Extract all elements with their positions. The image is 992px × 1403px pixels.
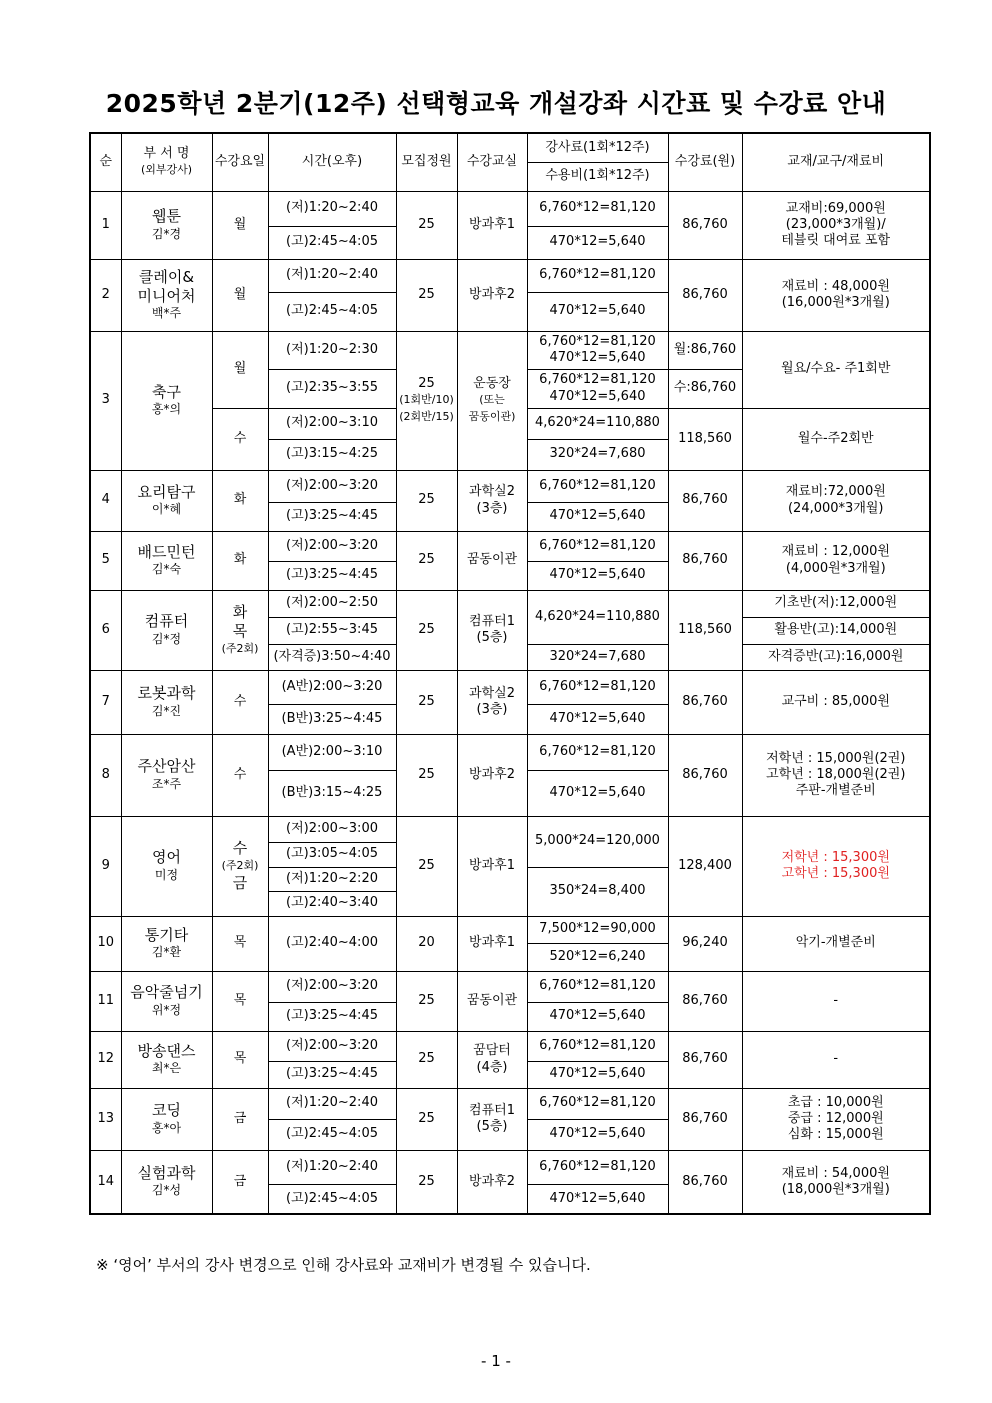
day-cell: 월 [212, 191, 268, 259]
materials-cell: 재료비 : 48,000원 (16,000원*3개월) [742, 259, 930, 331]
day-cell: 목 [212, 971, 268, 1031]
row-no: 2 [90, 259, 121, 331]
time-cell: (저)1:20~2:40 [268, 1088, 396, 1119]
room-cell: 컴퓨터1 (5층) [457, 590, 527, 670]
time-cell: (고)3:15~4:25 [268, 439, 396, 470]
total-cell: 96,240 [668, 916, 742, 971]
fee1-cell: 6,760*12=81,120 [527, 670, 668, 704]
fee1-cell: 6,760*12=81,120 [527, 470, 668, 502]
fee-cell: 6,760*12=81,120 470*12=5,640 [527, 369, 668, 408]
capacity-cell: 25 [396, 734, 457, 816]
fee1-cell: 6,760*12=81,120 [527, 1150, 668, 1184]
time-cell: (A반)2:00~3:20 [268, 670, 396, 704]
capacity-cell: 25 [396, 1031, 457, 1088]
time-cell: (고)3:05~4:05 [268, 842, 396, 867]
fee1-cell: 7,500*12=90,000 [527, 916, 668, 943]
table-row [90, 331, 930, 369]
materials-cell: 월수-주2회반 [742, 408, 930, 470]
total-cell: 118,560 [668, 408, 742, 470]
room-cell: 방과후1 [457, 191, 527, 259]
day-cell: 수 [212, 670, 268, 734]
total-cell: 86,760 [668, 1031, 742, 1088]
fee2-cell: 470*12=5,640 [527, 561, 668, 590]
time-cell: (저)2:00~3:20 [268, 470, 396, 502]
total-cell: 128,400 [668, 816, 742, 916]
row-no: 10 [90, 916, 121, 971]
dept-cell: 클레이& 미니어처 백*주 [121, 259, 212, 331]
dept-cell: 코딩 홍*아 [121, 1088, 212, 1150]
row-no: 4 [90, 470, 121, 531]
row-no: 1 [90, 191, 121, 259]
room-cell: 과학실2 (3층) [457, 670, 527, 734]
day-cell: 목 [212, 916, 268, 971]
time-cell: (고)2:55~3:45 [268, 617, 396, 644]
time-cell: (자격증)3:50~4:40 [268, 644, 396, 670]
fee2-cell: 470*12=5,640 [527, 1184, 668, 1214]
room-cell: 컴퓨터1 (5층) [457, 1088, 527, 1150]
time-cell: (고)3:25~4:45 [268, 1061, 396, 1088]
fee2-cell: 320*24=7,680 [527, 644, 668, 670]
capacity-cell: 25 [396, 259, 457, 331]
header-total-fee: 수강료(원) [668, 133, 742, 191]
table-row [90, 816, 930, 842]
room-cell: 방과후2 [457, 259, 527, 331]
header-time: 시간(오후) [268, 133, 396, 191]
capacity-cell: 25 [396, 816, 457, 916]
fee2-cell: 470*12=5,640 [527, 704, 668, 734]
day-cell: 수 [212, 408, 268, 470]
room-cell: 운동장 (또는 꿈동이관) [457, 331, 527, 470]
page-title: 2025학년 2분기(12주) 선택형교육 개설강좌 시간표 및 수강료 안내 [105, 89, 887, 118]
fee2-cell: 470*12=5,640 [527, 770, 668, 816]
day-cell: 금 [212, 1088, 268, 1150]
materials-cell: 저학년 : 15,300원 고학년 : 15,300원 [742, 816, 930, 916]
dept-cell: 배드민턴 김*숙 [121, 531, 212, 590]
room-cell: 꿈담터 (4층) [457, 1031, 527, 1088]
table-row [90, 670, 930, 704]
day-cell: 월 [212, 331, 268, 408]
dept-cell: 영어 미정 [121, 816, 212, 916]
capacity-cell: 20 [396, 916, 457, 971]
time-cell: (고)2:45~4:05 [268, 292, 396, 331]
time-cell: (고)3:25~4:45 [268, 561, 396, 590]
time-cell: (고)2:45~4:05 [268, 1119, 396, 1150]
row-no: 3 [90, 331, 121, 470]
total-cell: 86,760 [668, 1150, 742, 1214]
day-cell: 화 [212, 470, 268, 531]
materials-cell: 자격증반(고):16,000원 [742, 644, 930, 670]
time-cell: (고)2:45~4:05 [268, 226, 396, 259]
capacity-cell: 25 [396, 1088, 457, 1150]
fee1-cell: 6,760*12=81,120 [527, 191, 668, 226]
time-cell: (저)2:00~3:20 [268, 531, 396, 561]
materials-cell: 재료비 : 12,000원 (4,000원*3개월) [742, 531, 930, 590]
dept-cell: 방송댄스 최*은 [121, 1031, 212, 1088]
fee1-cell: 6,760*12=81,120 [527, 1031, 668, 1061]
table-row [90, 191, 930, 226]
time-cell: (저)2:00~3:00 [268, 816, 396, 842]
row-no: 12 [90, 1031, 121, 1088]
fee1-cell: 6,760*12=81,120 [527, 971, 668, 1002]
header-no: 순 [90, 133, 121, 191]
materials-cell: 악기-개별준비 [742, 916, 930, 971]
header-materials: 교재/교구/재료비 [742, 133, 930, 191]
table-row [90, 590, 930, 617]
fee2-cell: 350*24=8,400 [527, 867, 668, 916]
table-row [90, 531, 930, 561]
table-row [90, 470, 930, 502]
materials-cell: 재료비:72,000원 (24,000*3개월) [742, 470, 930, 531]
materials-cell: 교재비:69,000원 (23,000*3개월)/ 테블릿 대여료 포함 [742, 191, 930, 259]
room-cell: 과학실2 (3층) [457, 470, 527, 531]
total-cell: 86,760 [668, 259, 742, 331]
row-no: 7 [90, 670, 121, 734]
time-cell: (저)1:20~2:20 [268, 867, 396, 891]
table-row [90, 259, 930, 292]
table-row [90, 916, 930, 943]
table-row [90, 1150, 930, 1184]
header-dept: 부 서 명 (외부강사) [121, 133, 212, 191]
materials-cell: - [742, 971, 930, 1031]
day-cell: 수 (주2회) 금 [212, 816, 268, 916]
materials-cell: 활용반(고):14,000원 [742, 617, 930, 644]
header-supply-fee: 수용비(1회*12주) [527, 162, 668, 191]
room-cell: 방과후1 [457, 916, 527, 971]
total-cell: 86,760 [668, 470, 742, 531]
fee2-cell: 470*12=5,640 [527, 226, 668, 259]
fee1-cell: 6,760*12=81,120 [527, 259, 668, 292]
materials-cell: 재료비 : 54,000원 (18,000원*3개월) [742, 1150, 930, 1214]
fee2-cell: 320*24=7,680 [527, 439, 668, 470]
capacity-cell: 25 [396, 470, 457, 531]
time-cell: (저)2:00~2:50 [268, 590, 396, 617]
day-cell: 화 [212, 531, 268, 590]
header-room: 수강교실 [457, 133, 527, 191]
total-cell: 118,560 [668, 590, 742, 670]
row-no: 14 [90, 1150, 121, 1214]
total-cell: 86,760 [668, 734, 742, 816]
fee1-cell: 6,760*12=81,120 [527, 734, 668, 770]
row-no: 13 [90, 1088, 121, 1150]
time-cell: (저)1:20~2:40 [268, 1150, 396, 1184]
materials-cell: 초급 : 10,000원 중급 : 12,000원 심화 : 15,000원 [742, 1088, 930, 1150]
capacity-cell: 25 [396, 971, 457, 1031]
total-cell: 86,760 [668, 971, 742, 1031]
materials-cell: 월요/수요- 주1회반 [742, 331, 930, 408]
dept-cell: 축구 홍*의 [121, 331, 212, 470]
time-cell: (고)2:40~3:40 [268, 891, 396, 916]
day-cell: 목 [212, 1031, 268, 1088]
time-cell: (저)2:00~3:10 [268, 408, 396, 439]
fee2-cell: 470*12=5,640 [527, 1061, 668, 1088]
room-cell: 방과후1 [457, 816, 527, 916]
total-cell: 86,760 [668, 531, 742, 590]
fee1-cell: 5,000*24=120,000 [527, 816, 668, 867]
time-cell: (고)2:35~3:55 [268, 369, 396, 408]
dept-cell: 주산암산 조*주 [121, 734, 212, 816]
table-row [90, 734, 930, 770]
fee1-cell: 4,620*24=110,880 [527, 590, 668, 644]
dept-cell: 요리탐구 이*혜 [121, 470, 212, 531]
header-day: 수강요일 [212, 133, 268, 191]
table-row [90, 1088, 930, 1119]
time-cell: (고)3:25~4:45 [268, 1002, 396, 1031]
day-cell: 화 목 (주2회) [212, 590, 268, 670]
footnote: ※ ‘영어’ 부서의 강사 변경으로 인해 강사료와 교재비가 변경될 수 있습니다. [96, 1256, 591, 1274]
row-no: 5 [90, 531, 121, 590]
time-cell: (저)1:20~2:30 [268, 331, 396, 369]
row-no: 9 [90, 816, 121, 916]
total-cell: 86,760 [668, 670, 742, 734]
fee2-cell: 470*12=5,640 [527, 1119, 668, 1150]
dept-cell: 웹툰 김*경 [121, 191, 212, 259]
materials-cell: 저학년 : 15,000원(2권) 고학년 : 18,000원(2권) 주판-개별준비 [742, 734, 930, 816]
materials-cell: 기초반(저):12,000원 [742, 590, 930, 617]
fee1-cell: 4,620*24=110,880 [527, 408, 668, 439]
fee2-cell: 470*12=5,640 [527, 1002, 668, 1031]
room-cell: 꿈동이관 [457, 971, 527, 1031]
fee2-cell: 470*12=5,640 [527, 502, 668, 531]
capacity-cell: 25 [396, 191, 457, 259]
capacity-cell: 25 (1회반/10) (2회반/15) [396, 331, 457, 470]
fee1-cell: 6,760*12=81,120 [527, 1088, 668, 1119]
total-cell: 수:86,760 [668, 369, 742, 408]
row-no: 8 [90, 734, 121, 816]
time-cell: (저)2:00~3:20 [268, 971, 396, 1002]
header-instructor-fee: 강사료(1회*12주) [527, 133, 668, 162]
schedule-table [89, 132, 931, 1215]
fee2-cell: 520*12=6,240 [527, 943, 668, 971]
capacity-cell: 25 [396, 670, 457, 734]
capacity-cell: 25 [396, 531, 457, 590]
time-cell: (A반)2:00~3:10 [268, 734, 396, 770]
capacity-cell: 25 [396, 590, 457, 670]
time-cell: (저)1:20~2:40 [268, 259, 396, 292]
day-cell: 금 [212, 1150, 268, 1214]
dept-cell: 음악줄넘기 위*정 [121, 971, 212, 1031]
materials-cell: 교구비 : 85,000원 [742, 670, 930, 734]
fee-cell: 6,760*12=81,120 470*12=5,640 [527, 331, 668, 369]
time-cell: (고)3:25~4:45 [268, 502, 396, 531]
capacity-cell: 25 [396, 1150, 457, 1214]
room-cell: 꿈동이관 [457, 531, 527, 590]
room-cell: 방과후2 [457, 734, 527, 816]
room-cell: 방과후2 [457, 1150, 527, 1214]
day-cell: 월 [212, 259, 268, 331]
materials-cell: - [742, 1031, 930, 1088]
row-no: 11 [90, 971, 121, 1031]
header-capacity: 모집정원 [396, 133, 457, 191]
row-no: 6 [90, 590, 121, 670]
dept-cell: 통기타 김*환 [121, 916, 212, 971]
dept-cell: 로봇과학 김*진 [121, 670, 212, 734]
fee2-cell: 470*12=5,640 [527, 292, 668, 331]
total-cell: 86,760 [668, 191, 742, 259]
day-cell: 수 [212, 734, 268, 816]
table-row [90, 971, 930, 1002]
total-cell: 월:86,760 [668, 331, 742, 369]
fee1-cell: 6,760*12=81,120 [527, 531, 668, 561]
time-cell: (B반)3:15~4:25 [268, 770, 396, 816]
dept-cell: 컴퓨터 김*정 [121, 590, 212, 670]
time-cell: (저)1:20~2:40 [268, 191, 396, 226]
time-cell: (저)2:00~3:20 [268, 1031, 396, 1061]
time-cell: (B반)3:25~4:45 [268, 704, 396, 734]
dept-cell: 실험과학 김*성 [121, 1150, 212, 1214]
total-cell: 86,760 [668, 1088, 742, 1150]
table-row [90, 1031, 930, 1061]
time-cell: (고)2:45~4:05 [268, 1184, 396, 1214]
page-number: - 1 - [481, 1352, 511, 1370]
time-cell: (고)2:40~4:00 [268, 916, 396, 971]
